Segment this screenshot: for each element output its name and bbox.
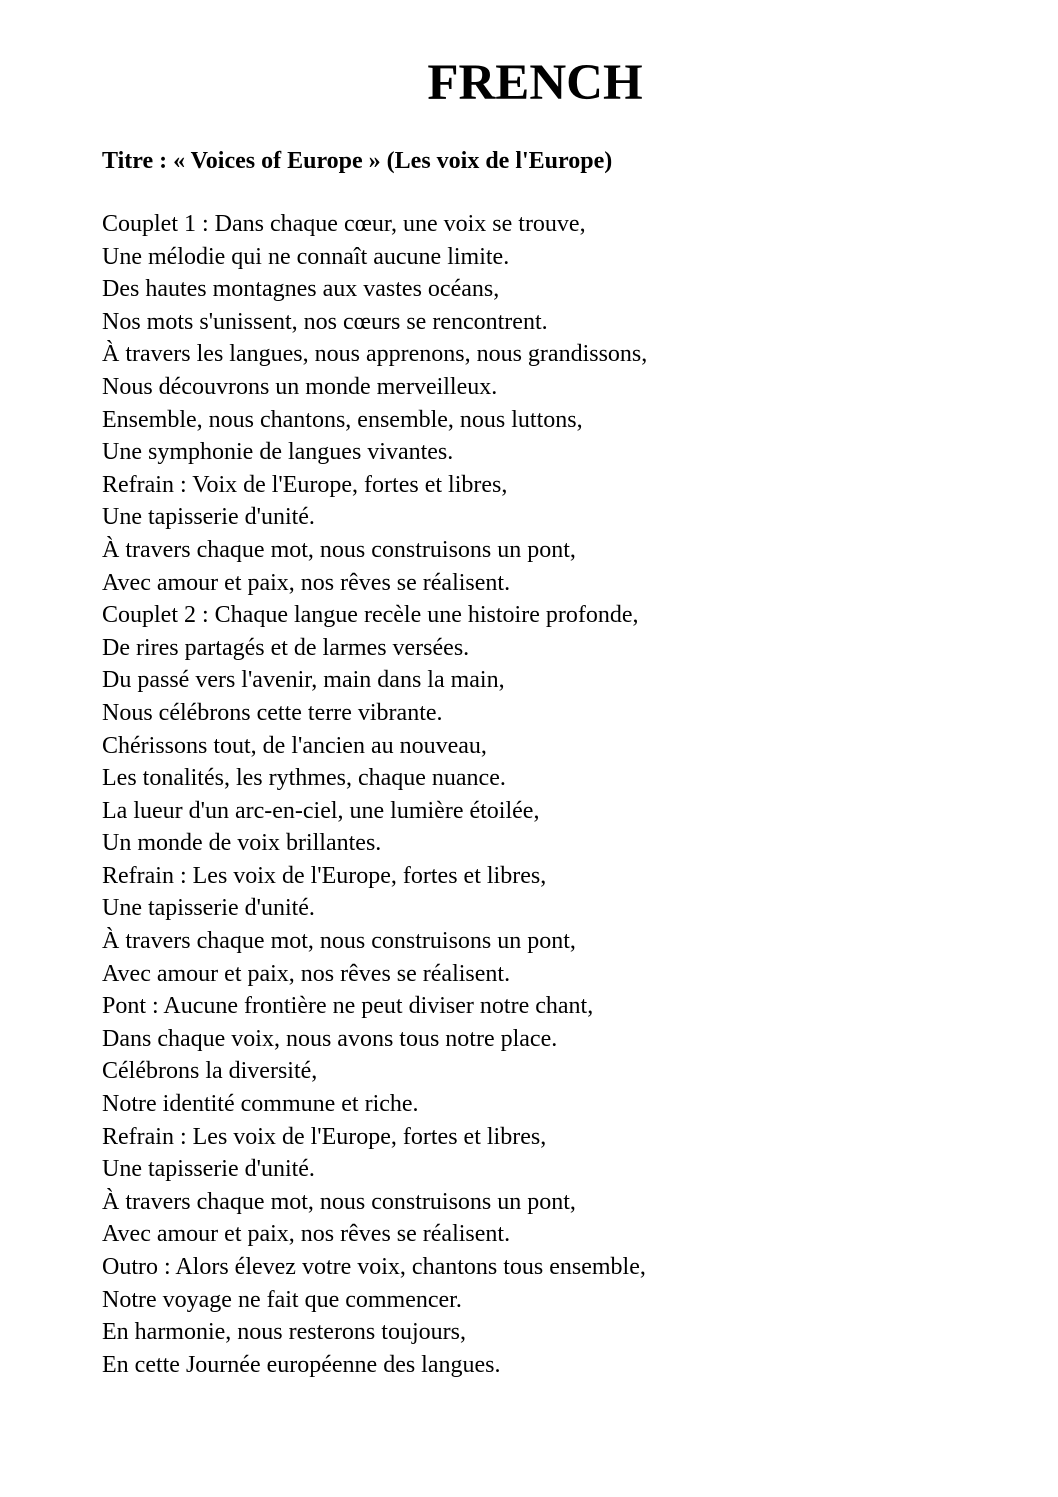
lyric-line: Un monde de voix brillantes. <box>102 830 382 857</box>
lyric-line: En harmonie, nous resterons toujours, <box>102 1319 466 1346</box>
lyric-line: Refrain : Les voix de l'Europe, fortes et libres, <box>102 1123 547 1150</box>
lyric-line: En cette Journée européenne des langues. <box>102 1351 501 1378</box>
lyric-line: La lueur d'un arc-en-ciel, une lumière étoilée, <box>102 797 540 824</box>
lyric-line: De rires partagés et de larmes versées. <box>102 634 470 661</box>
lyric-line: Nos mots s'unissent, nos cœurs se rencontrent. <box>102 308 548 335</box>
lyric-line: Une mélodie qui ne connaît aucune limite. <box>102 243 510 270</box>
lyric-line: Couplet 2 : Chaque langue recèle une histoire profonde, <box>102 602 639 629</box>
lyric-line: À travers chaque mot, nous construisons un pont, <box>102 536 576 563</box>
lyric-line: Nous découvrons un monde merveilleux. <box>102 373 498 400</box>
lyric-line: Refrain : Les voix de l'Europe, fortes et libres, <box>102 862 547 889</box>
lyric-line: Couplet 1 : Dans chaque cœur, une voix se trouve, <box>102 211 586 237</box>
lyric-line: Refrain : Voix de l'Europe, fortes et libres, <box>102 471 508 498</box>
document-heading: FRENCH <box>427 55 643 111</box>
lyric-line: Notre voyage ne fait que commencer. <box>102 1286 462 1313</box>
lyric-line: Avec amour et paix, nos rêves se réalisent. <box>102 960 511 987</box>
lyric-line: Nous célébrons cette terre vibrante. <box>102 699 443 726</box>
lyric-line: Chérissons tout, de l'ancien au nouveau, <box>102 732 487 759</box>
lyric-line: Ensemble, nous chantons, ensemble, nous luttons, <box>102 406 583 433</box>
lyric-line: Dans chaque voix, nous avons tous notre place. <box>102 1025 558 1052</box>
lyric-line: Une tapisserie d'unité. <box>102 1156 315 1183</box>
lyric-line: Une symphonie de langues vivantes. <box>102 439 454 466</box>
lyric-line: Célébrons la diversité, <box>102 1058 318 1085</box>
lyric-line: Avec amour et paix, nos rêves se réalisent. <box>102 569 511 596</box>
lyric-line: Avec amour et paix, nos rêves se réalisent. <box>102 1221 511 1248</box>
lyric-line: Notre identité commune et riche. <box>102 1091 419 1118</box>
lyric-line: Pont : Aucune frontière ne peut diviser notre chant, <box>102 993 594 1020</box>
lyric-line: À travers chaque mot, nous construisons un pont, <box>102 1188 576 1215</box>
lyric-line: Des hautes montagnes aux vastes océans, <box>102 276 500 303</box>
song-title: Titre : « Voices of Europe » (Les voix de l'Europe) <box>102 148 613 174</box>
lyric-line: Une tapisserie d'unité. <box>102 895 315 922</box>
lyric-line: Les tonalités, les rythmes, chaque nuance. <box>102 765 506 792</box>
lyric-line: Du passé vers l'avenir, main dans la main, <box>102 667 505 694</box>
lyric-line: À travers les langues, nous apprenons, nous grandissons, <box>102 341 648 368</box>
lyrics-body <box>102 208 647 1381</box>
lyric-line: Outro : Alors élevez votre voix, chantons tous ensemble, <box>102 1254 646 1280</box>
lyric-line: À travers chaque mot, nous construisons un pont, <box>102 928 576 955</box>
lyric-line: Une tapisserie d'unité. <box>102 504 315 531</box>
